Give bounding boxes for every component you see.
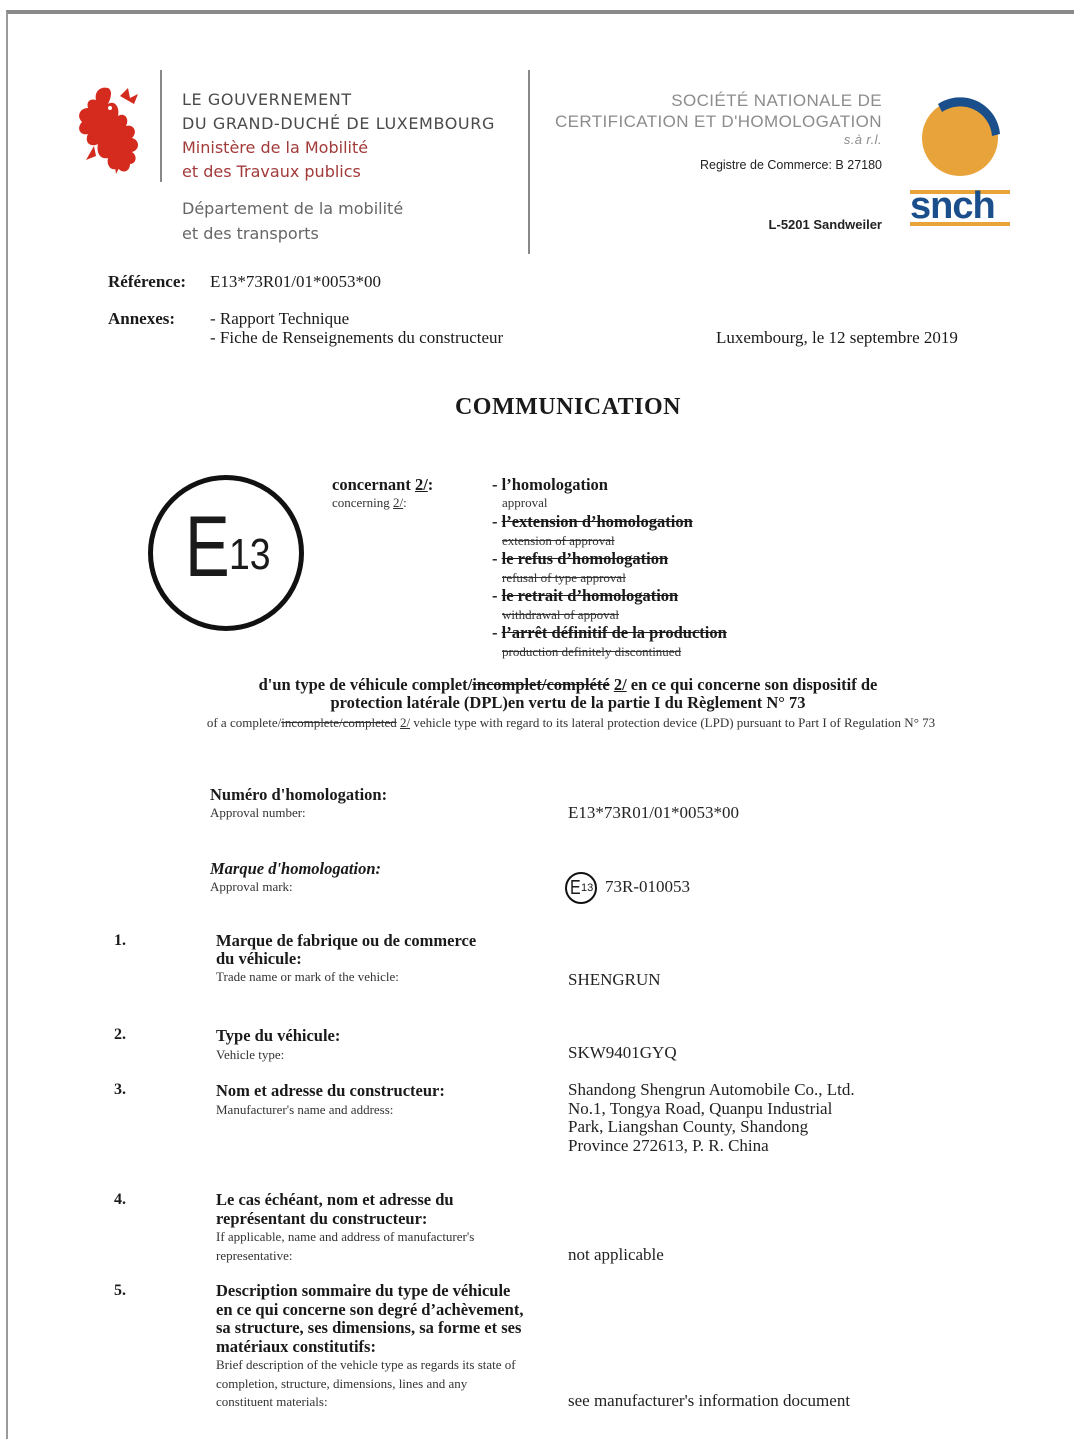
item-number: 5. [114,1282,126,1299]
item-1-label [216,932,476,986]
dept-line-2: et des transports [182,224,319,243]
subject-en-ref: 2/ [399,715,411,730]
item-fr: représentant du constructeur: [216,1208,428,1228]
item-fr: du véhicule: [216,949,302,968]
subject-en [8,715,1079,731]
value-line: Park, Liangshan County, Shandong [568,1117,809,1136]
item-fr: en ce qui concerne son degré d’achèvement, [216,1299,524,1319]
option-fr: l’extension d’homologation [501,512,693,531]
item-fr: matériaux constitutifs: [216,1336,376,1356]
option-fr: l’homologation [501,475,608,494]
gov-line-2: DU GRAND-DUCHÉ DE LUXEMBOURG [182,114,495,133]
item-3-value [568,1081,855,1155]
concerning-options [492,475,727,660]
item-number: 4. [114,1191,126,1208]
page-title: COMMUNICATION [454,394,682,420]
annex-item-1: - Rapport Technique [210,309,350,328]
option-dash: - [492,549,498,568]
gov-line-1: LE GOUVERNEMENT [182,90,352,109]
option-en: withdrawal of appoval [502,607,619,622]
item-number: 2. [114,1026,126,1043]
item-4-label [216,1191,474,1265]
snch-line-2: CERTIFICATION ET D'HOMOLOGATION [554,112,882,131]
e13-emblem [148,475,304,631]
value-line: Shandong Shengrun Automobile Co., Ltd. [568,1080,855,1099]
annexes-list [210,309,503,347]
option-dash: - [492,623,498,642]
government-title [182,88,495,136]
reference-label: Référence: [108,272,187,291]
item-en: Brief description of the vehicle type as regards its state of [216,1357,516,1372]
option-en: extension of approval [502,533,615,548]
option-fr: le refus d’homologation [501,549,669,568]
ministry-name [182,136,368,184]
item-en: representative: [216,1247,293,1263]
item-fr: Marque de fabrique ou de commerce [216,931,477,950]
item-fr: Type du véhicule: [216,1026,341,1045]
concerning-en-ref: 2/ [393,495,404,510]
annexes-label: Annexes: [108,309,176,328]
dept-line-1: Département de la mobilité [182,199,404,218]
item-2-value: SKW9401GYQ [568,1043,677,1062]
concerning-label [332,475,433,511]
snch-logo-text: snch [910,185,995,227]
item-5-label [216,1282,523,1412]
subject-fr-line2: protection latérale (DPL)en vertu de la partie I du Règlement N° 73 [330,693,806,712]
approval-number-en: Approval number: [210,805,306,820]
option-extension [492,512,727,549]
item-en: completion, structure, dimensions, lines and any [216,1375,468,1391]
item-4-value: not applicable [568,1245,664,1264]
concerning-fr-ref: 2/ [414,475,428,494]
item-number: 3. [114,1081,126,1098]
ministry-line-1: Ministère de la Mobilité [182,138,369,157]
approval-mark-emblem [565,872,597,904]
snch-line-1: SOCIÉTÉ NATIONALE DE [671,91,882,110]
document-page [6,10,1074,1439]
option-refusal [492,549,727,586]
item-fr: Le cas échéant, nom et adresse du [216,1190,454,1209]
approval-mark-label [210,859,381,895]
mark-e: E [570,877,581,899]
concerning-fr: concernant [332,475,411,494]
item-en: If applicable, name and address of manufacturer's [216,1229,475,1244]
annex-item-2: - Fiche de Renseignements du constructeur [210,328,504,347]
option-fr: le retrait d’homologation [501,586,679,605]
snch-name [522,90,882,147]
item-5-value: see manufacturer's information document [568,1391,851,1410]
item-fr: Description sommaire du type de véhicule [216,1281,511,1300]
department-name [182,196,403,246]
option-en: production definitely discontinued [502,644,682,659]
concerning-fr-colon: : [427,475,434,494]
subject-fr [8,676,1079,712]
subject-en-a: of a complete/ [206,715,282,730]
item-en: constituent materials: [216,1394,328,1409]
value-line: Province 272613, P. R. China [568,1135,769,1155]
subject-fr-a: d'un type de véhicule complet/ [258,675,473,694]
approval-mark-fr: Marque d'homologation: [210,859,381,878]
item-3-label [216,1081,445,1119]
snch-address: L-5201 Sandweiler [768,217,882,232]
option-en: approval [502,495,548,510]
snch-line-3: s.à r.l. [843,132,882,147]
approval-number-fr: Numéro d'homologation: [210,785,388,804]
concerning-en-colon: : [403,495,407,510]
value-line: No.1, Tongya Road, Quanpu Industrial [568,1098,833,1118]
option-en: refusal of type approval [502,570,626,585]
place-date: Luxembourg, le 12 septembre 2019 [716,328,958,347]
item-fr: sa structure, ses dimensions, sa forme et ses [216,1318,522,1337]
item-1-value: SHENGRUN [568,970,661,989]
item-en: Manufacturer's name and address: [216,1102,394,1117]
registre-commerce: Registre de Commerce: B 27180 [699,158,882,172]
approval-number-value: E13*73R01/01*0053*00 [568,803,739,822]
approval-mark-value: 73R-010053 [605,877,690,896]
item-2-label [216,1026,340,1064]
approval-number-label [210,785,387,821]
option-dash: - [492,512,498,531]
item-number: 1. [114,932,126,949]
reference-value: E13*73R01/01*0053*00 [210,272,381,291]
emblem-number: 13 [229,530,271,579]
subject-fr-b: en ce qui concerne son dispositif de [626,675,878,694]
option-withdrawal [492,586,727,623]
ministry-line-2: et des Travaux publics [182,162,361,181]
option-dash: - [492,475,498,494]
item-fr: Nom et adresse du constructeur: [216,1081,445,1100]
item-en: Trade name or mark of the vehicle: [216,969,399,984]
option-fr: l’arrêt définitif de la production [501,623,727,642]
subject-fr-strike: incomplet/complété [472,675,610,694]
approval-mark-en: Approval mark: [210,879,293,894]
option-discontinued [492,623,727,660]
item-en: Vehicle type: [216,1047,285,1062]
option-dash: - [492,586,498,605]
option-approval [492,475,727,512]
mark-number: 13 [581,882,594,894]
concerning-en: concerning [332,495,390,510]
subject-en-strike: incomplete/completed [281,715,397,730]
subject-en-b: vehicle type with regard to its lateral protection device (LPD) pursuant to Part I of Regulation N° 73 [410,715,936,730]
subject-fr-ref: 2/ [613,675,627,694]
luxembourg-lion-icon [70,82,146,178]
emblem-e: E [185,499,230,595]
